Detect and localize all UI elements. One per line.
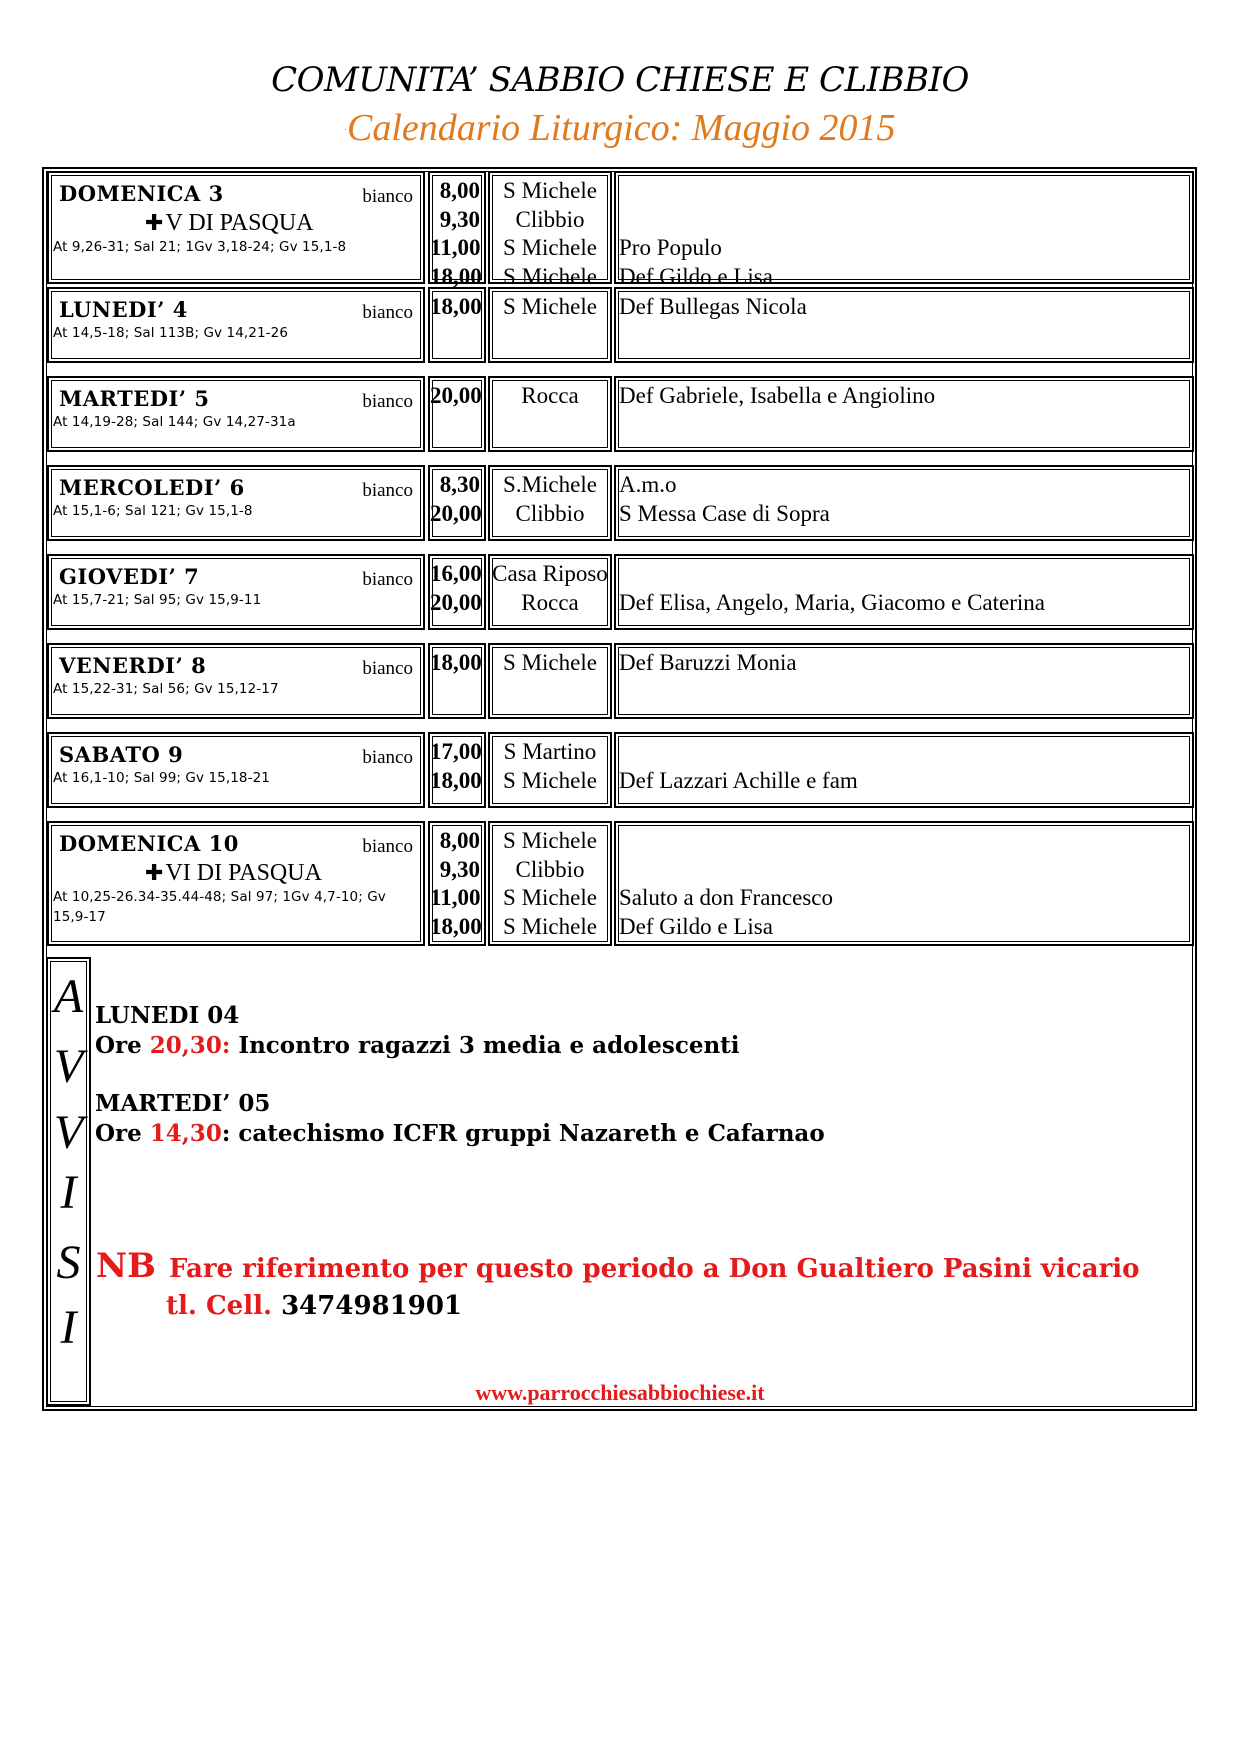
intention-cell: [614, 171, 1194, 289]
mass-place: S Martino: [503, 739, 597, 764]
day-readings: At 10,25-26.34-35.44-48; Sal 97; 1Gv 4,7-10; Gv 15,9-17: [53, 889, 386, 925]
avvisi-letter: S: [56, 1236, 81, 1289]
phone-label: tl. Cell.: [166, 1291, 273, 1321]
day-name: SABATO 9: [59, 742, 184, 767]
day-cell: [47, 554, 425, 630]
mass-time: 18,00: [430, 650, 482, 675]
mass-place: S Michele: [503, 235, 597, 260]
mass-time: 17,00: [430, 739, 482, 764]
feast-name: VI DI PASQUA: [165, 860, 322, 886]
mass-place: S Michele: [503, 767, 597, 793]
time-cell: [428, 821, 486, 946]
mass-intention: Def Lazzari Achille e fam: [619, 767, 858, 793]
day-row-martedi-5: [47, 376, 1194, 452]
place-cell: [488, 643, 612, 719]
place-cell: [488, 821, 612, 946]
mass-intention: Def Bullegas Nicola: [619, 294, 807, 319]
liturgical-color: bianco: [362, 480, 413, 501]
day-name: MERCOLEDI’ 6: [59, 475, 245, 500]
mass-time: 18,00: [430, 294, 482, 319]
place-cell: [488, 554, 612, 630]
liturgical-color: bianco: [362, 186, 413, 207]
mass-time: 8,00: [439, 178, 480, 203]
day-row-domenica-3: [47, 171, 1194, 289]
mass-intention: [616, 177, 1192, 206]
mass-time: 20,00: [430, 383, 482, 408]
notice-description: : catechismo ICFR gruppi Nazareth e Cafarnao: [221, 1120, 825, 1147]
liturgical-color: bianco: [362, 391, 413, 412]
day-row-mercoledi-6: [47, 465, 1194, 541]
mass-time: 8,30: [439, 472, 480, 497]
mass-place: Rocca: [521, 383, 579, 408]
notice-description: Incontro ragazzi 3 media e adolescenti: [230, 1032, 740, 1059]
mass-time: 16,00: [430, 561, 482, 586]
notice-line: [95, 1120, 825, 1147]
mass-place: S.Michele: [503, 472, 597, 497]
title-dot: .: [344, 122, 347, 133]
day-readings: At 16,1-10; Sal 99; Gv 15,18-21: [53, 770, 270, 786]
mass-time: 9,30: [439, 856, 480, 882]
avvisi-letter: I: [60, 1166, 77, 1219]
mass-place: S Michele: [503, 263, 597, 289]
time-cell: [428, 554, 486, 630]
place-cell: [488, 171, 612, 289]
phone-line: [166, 1291, 462, 1321]
intention-cell: [614, 643, 1194, 719]
liturgical-color: bianco: [362, 658, 413, 679]
avvisi-letter: V: [53, 1106, 84, 1159]
day-cell: [47, 643, 425, 719]
mass-time: 20,00: [430, 500, 482, 526]
intention-cell: [614, 376, 1194, 452]
mass-intention: Saluto a don Francesco: [619, 885, 833, 910]
intention-cell: [614, 465, 1194, 541]
day-row-lunedi-4: [47, 287, 1194, 363]
mass-place: Clibbio: [515, 206, 585, 232]
time-cell: [428, 376, 486, 452]
day-readings: At 15,1-6; Sal 121; Gv 15,1-8: [53, 503, 253, 519]
day-row-sabato-9: [47, 732, 1194, 808]
mass-place: Rocca: [521, 589, 579, 615]
cross-icon: ✚: [145, 211, 164, 236]
mass-place: S Michele: [503, 294, 597, 319]
mass-intention: [616, 827, 1192, 856]
mass-intention: S Messa Case di Sopra: [619, 500, 830, 526]
feast-title: [145, 210, 345, 237]
mass-intention: [616, 856, 1192, 885]
notice-time: 14,30: [149, 1120, 222, 1147]
day-cell: [47, 821, 425, 946]
mass-place: Casa Riposo: [492, 561, 608, 586]
calendar-title-text: Calendario Liturgico: Maggio 2015: [346, 107, 896, 149]
time-cell: [428, 171, 486, 289]
calendar-sheet: [42, 167, 1197, 1411]
day-cell: [47, 732, 425, 808]
day-row-domenica-10: [47, 821, 1194, 946]
mass-place: S Michele: [503, 650, 597, 675]
mass-place: S Michele: [503, 913, 597, 939]
mass-time: 20,00: [430, 589, 482, 615]
mass-place: S Michele: [503, 828, 597, 853]
day-row-venerdi-8: [47, 643, 1194, 719]
feast-name: V DI PASQUA: [165, 210, 314, 236]
nb-text: Fare riferimento per questo periodo a Don Gualtiero Pasini vicario: [169, 1254, 1140, 1284]
day-cell: [47, 171, 425, 284]
mass-intention: [616, 560, 1192, 589]
mass-intention: Def Gildo e Lisa: [619, 913, 773, 939]
avvisi-vertical-label: [46, 957, 91, 1406]
time-cell: [428, 465, 486, 541]
day-readings: At 15,7-21; Sal 95; Gv 15,9-11: [53, 592, 262, 608]
day-name: VENERDI’ 8: [59, 653, 207, 678]
avvisi-letter: V: [53, 1040, 84, 1093]
cross-icon: ✚: [145, 861, 164, 886]
community-title: COMUNITA’ SABBIO CHIESE E CLIBBIO: [271, 60, 969, 100]
page-header: [0, 58, 1240, 154]
avvisi-letter: I: [60, 1301, 77, 1354]
mass-intention: Def Baruzzi Monia: [619, 650, 797, 675]
mass-time: 18,00: [430, 263, 482, 289]
feast-title: [145, 860, 345, 887]
day-name: LUNEDI’ 4: [59, 297, 188, 322]
avvisi-letter: A: [53, 970, 84, 1023]
intention-cell: [614, 287, 1194, 363]
place-cell: [488, 287, 612, 363]
notice-prefix: Ore: [95, 1120, 150, 1147]
intention-cell: [614, 554, 1194, 630]
mass-place: Clibbio: [515, 500, 585, 526]
liturgical-color: bianco: [362, 747, 413, 768]
day-cell: [47, 287, 425, 363]
calendar-title: [0, 102, 1240, 154]
mass-time: 9,30: [439, 206, 480, 232]
website-link[interactable]: www.parrocchiesabbiochiese.it: [475, 1380, 765, 1405]
time-cell: [428, 732, 486, 808]
place-cell: [488, 732, 612, 808]
notice-time: 20,30:: [149, 1032, 231, 1059]
day-readings: At 14,19-28; Sal 144; Gv 14,27-31a: [53, 414, 296, 430]
day-name: MARTEDI’ 5: [59, 386, 210, 411]
mass-intention: [616, 206, 1192, 235]
mass-place: Clibbio: [515, 856, 585, 882]
day-cell: [47, 376, 425, 452]
mass-intention: [616, 738, 1192, 767]
notice-day: MARTEDI’ 05: [95, 1090, 271, 1117]
day-readings: At 14,5-18; Sal 113B; Gv 14,21-26: [53, 325, 289, 341]
time-cell: [428, 643, 486, 719]
day-cell: [47, 465, 425, 541]
mass-place: S Michele: [503, 885, 597, 910]
mass-intention: Def Gabriele, Isabella e Angiolino: [619, 383, 936, 408]
day-row-giovedi-7: [47, 554, 1194, 630]
day-readings: At 15,22-31; Sal 56; Gv 15,12-17: [53, 681, 279, 697]
mass-time: 18,00: [430, 913, 482, 939]
mass-time: 8,00: [439, 828, 480, 853]
liturgical-color: bianco: [362, 302, 413, 323]
nb-label: NB: [96, 1246, 156, 1286]
day-readings: At 9,26-31; Sal 21; 1Gv 3,18-24; Gv 15,1-8: [53, 239, 347, 255]
mass-time: 11,00: [430, 235, 481, 260]
day-name: DOMENICA 3: [59, 181, 224, 206]
day-name: DOMENICA 10: [59, 831, 239, 856]
phone-number: 3474981901: [281, 1291, 463, 1321]
mass-intention: Def Elisa, Angelo, Maria, Giacomo e Caterina: [619, 589, 1045, 615]
mass-time: 11,00: [430, 885, 481, 910]
day-name: GIOVEDI’ 7: [59, 564, 200, 589]
mass-place: S Michele: [503, 178, 597, 203]
mass-intention: A.m.o: [619, 472, 677, 497]
place-cell: [488, 465, 612, 541]
mass-intention: Pro Populo: [619, 235, 722, 260]
mass-intention: Def Gildo e Lisa: [619, 263, 773, 289]
liturgical-color: bianco: [362, 836, 413, 857]
time-cell: [428, 287, 486, 363]
liturgical-color: bianco: [362, 569, 413, 590]
notice-day: LUNEDI 04: [95, 1002, 240, 1029]
mass-time: 18,00: [430, 767, 482, 793]
intention-cell: [614, 821, 1194, 946]
intention-cell: [614, 732, 1194, 808]
notice-line: [95, 1032, 740, 1059]
notice-prefix: Ore: [95, 1032, 150, 1059]
place-cell: [488, 376, 612, 452]
